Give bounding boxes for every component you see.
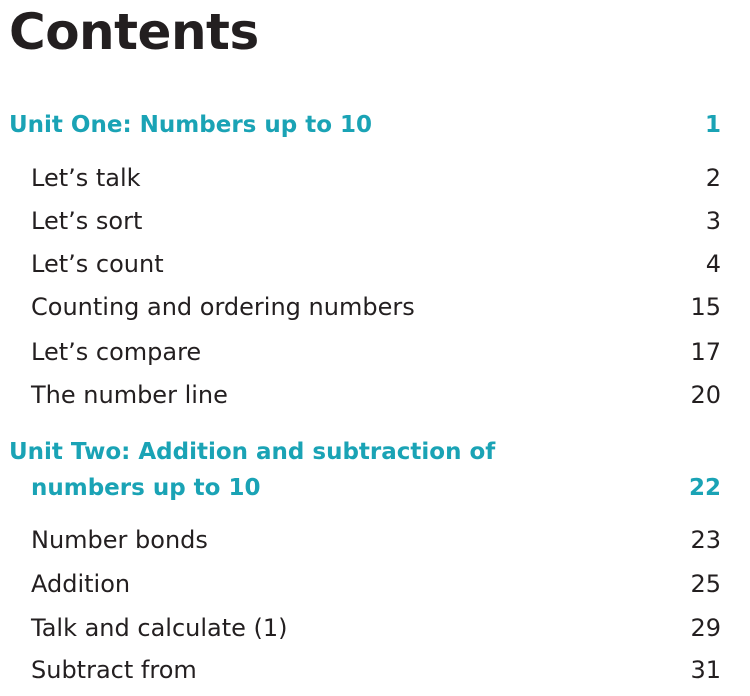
unit-two-page: 22: [688, 475, 721, 501]
unit-one-title: Numbers up to 10: [131, 112, 373, 138]
unit-two-prefix: Unit Two:: [9, 439, 131, 465]
toc-item-label: Counting and ordering numbers: [31, 293, 415, 321]
toc-item-label: Subtract from: [31, 656, 197, 684]
toc-item-label: Let’s count: [31, 250, 164, 278]
toc-item-talk-calculate[interactable]: [31, 610, 721, 646]
toc-item-lets-sort[interactable]: [31, 203, 721, 239]
toc-item-label: Talk and calculate (1): [31, 614, 288, 642]
toc-item-page: 23: [690, 526, 721, 554]
page-title: Contents: [9, 3, 259, 61]
unit-one-heading[interactable]: [9, 107, 721, 143]
toc-item-lets-compare[interactable]: [31, 334, 721, 370]
toc-item-label: Let’s talk: [31, 164, 141, 192]
toc-item-lets-count[interactable]: [31, 246, 721, 282]
toc-item-page: 15: [690, 293, 721, 321]
toc-item-label: Number bonds: [31, 526, 208, 554]
toc-item-page: 25: [690, 570, 721, 598]
toc-item-number-bonds[interactable]: [31, 522, 721, 558]
toc-item-counting-ordering[interactable]: [31, 289, 721, 325]
unit-two-heading[interactable]: [9, 434, 721, 506]
toc-item-label: Let’s sort: [31, 207, 143, 235]
toc-item-page: 29: [690, 614, 721, 642]
unit-one-prefix: Unit One:: [9, 112, 132, 138]
unit-one-page: 1: [704, 112, 721, 138]
toc-item-addition[interactable]: [31, 566, 721, 602]
toc-item-page: 2: [705, 164, 721, 192]
toc-item-label: Addition: [31, 570, 131, 598]
unit-two-title-line2: numbers up to 10: [31, 475, 261, 501]
toc-item-page: 31: [690, 656, 721, 684]
toc-item-page: 17: [690, 338, 721, 366]
toc-item-page: 20: [690, 381, 721, 409]
toc-item-page: 3: [705, 207, 721, 235]
toc-item-label: The number line: [31, 381, 228, 409]
toc-item-page: 4: [705, 250, 721, 278]
toc-item-label: Let’s compare: [31, 338, 202, 366]
toc-item-number-line[interactable]: [31, 377, 721, 413]
toc-item-subtract-from[interactable]: [31, 652, 721, 688]
toc-item-lets-talk[interactable]: [31, 160, 721, 196]
unit-two-title: Addition and subtraction of: [130, 439, 496, 465]
